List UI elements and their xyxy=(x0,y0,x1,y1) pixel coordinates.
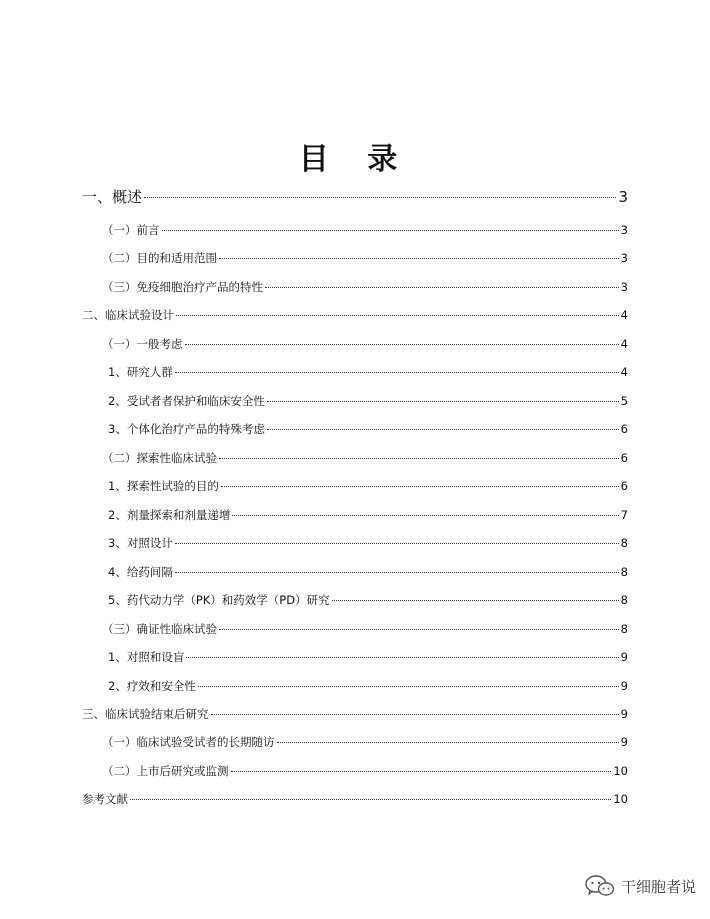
watermark xyxy=(585,875,696,897)
toc-entry-label: 2、疗效和安全性 xyxy=(108,679,196,693)
dot-leader xyxy=(219,458,619,459)
toc-entry-label: 3、个体化治疗产品的特殊考虑 xyxy=(108,422,265,436)
toc-entry[interactable] xyxy=(108,649,628,665)
dot-leader xyxy=(198,686,619,687)
toc-entry-label: （三）免疫细胞治疗产品的特性 xyxy=(102,280,263,294)
toc-entry-page: 3 xyxy=(620,223,628,237)
watermark-text: 干细胞者说 xyxy=(620,877,696,896)
toc-entry-page: 8 xyxy=(620,536,628,550)
dot-leader xyxy=(265,287,619,288)
toc-entry-page: 5 xyxy=(620,394,628,408)
dot-leader xyxy=(130,799,611,800)
toc-entry-page: 9 xyxy=(620,679,628,693)
toc-entry[interactable] xyxy=(82,706,628,722)
toc-entry[interactable] xyxy=(102,450,628,466)
dot-leader xyxy=(144,197,616,198)
toc-entry-label: 三、临床试验结束后研究 xyxy=(82,707,209,721)
dot-leader xyxy=(267,429,619,430)
toc-entry-page: 6 xyxy=(620,451,628,465)
toc-entry[interactable] xyxy=(108,364,628,380)
toc-entry[interactable] xyxy=(108,564,628,580)
toc-entry-page: 7 xyxy=(620,508,628,522)
toc-entry-label: 1、对照和设盲 xyxy=(108,650,185,664)
toc-entry-page: 8 xyxy=(620,593,628,607)
toc-entry-page: 4 xyxy=(620,308,628,322)
toc-entry-label: 1、研究人群 xyxy=(108,365,173,379)
dot-leader xyxy=(332,600,619,601)
toc-entry-label: （一）前言 xyxy=(102,223,160,237)
toc-entry-label: 4、给药间隔 xyxy=(108,565,173,579)
toc-entry[interactable] xyxy=(108,678,628,694)
dot-leader xyxy=(232,515,618,516)
toc-entry-label: （二）上市后研究或监测 xyxy=(102,764,229,778)
toc-entry-label: 2、剂量探索和剂量递增 xyxy=(108,508,231,522)
toc-entry-page: 10 xyxy=(613,764,628,778)
dot-leader xyxy=(231,771,612,772)
toc-entry-label: 5、药代动力学（PK）和药效学（PD）研究 xyxy=(108,593,330,607)
wechat-icon xyxy=(585,875,615,897)
toc-entry-label: （一）临床试验受试者的长期随访 xyxy=(102,735,275,749)
toc-entry[interactable] xyxy=(102,222,628,238)
toc-entry-label: 二、临床试验设计 xyxy=(82,308,174,322)
dot-leader xyxy=(277,742,619,743)
toc-entry[interactable] xyxy=(102,621,628,637)
toc-entry-page: 3 xyxy=(620,280,628,294)
dot-leader xyxy=(176,315,619,316)
toc-entry[interactable] xyxy=(108,592,628,608)
toc-entry[interactable] xyxy=(108,393,628,409)
toc-entry[interactable] xyxy=(108,507,628,523)
toc-entry[interactable] xyxy=(82,187,628,207)
toc-entry-page: 4 xyxy=(620,337,628,351)
toc-entry-page: 8 xyxy=(620,565,628,579)
toc-entry[interactable] xyxy=(102,336,628,352)
toc-entry-page: 3 xyxy=(618,188,628,206)
toc-entry-label: （一）一般考虑 xyxy=(102,337,183,351)
toc-entry[interactable] xyxy=(82,791,628,807)
toc-entry-page: 8 xyxy=(620,622,628,636)
dot-leader xyxy=(211,714,619,715)
dot-leader xyxy=(219,629,619,630)
toc-entry-label: 1、探索性试验的目的 xyxy=(108,479,219,493)
toc-entry[interactable] xyxy=(102,734,628,750)
dot-leader xyxy=(219,258,619,259)
dot-leader xyxy=(185,344,619,345)
toc-entry-label: （二）目的和适用范围 xyxy=(102,251,217,265)
toc-entry-label: （三）确证性临床试验 xyxy=(102,622,217,636)
dot-leader xyxy=(221,486,619,487)
toc-entry[interactable] xyxy=(82,307,628,323)
toc-entry-page: 9 xyxy=(620,707,628,721)
toc-entry[interactable] xyxy=(108,421,628,437)
dot-leader xyxy=(175,372,619,373)
toc-entry-page: 9 xyxy=(620,650,628,664)
toc-entry-label: 参考文献 xyxy=(82,792,128,806)
toc-entry[interactable] xyxy=(108,478,628,494)
toc-entry-label: 一、概述 xyxy=(82,188,143,206)
dot-leader xyxy=(186,657,618,658)
toc-entry-page: 10 xyxy=(613,792,628,806)
toc-entry[interactable] xyxy=(108,535,628,551)
toc-entry[interactable] xyxy=(102,250,628,266)
toc-entry-label: （二）探索性临床试验 xyxy=(102,451,217,465)
dot-leader xyxy=(162,230,619,231)
dot-leader xyxy=(175,572,619,573)
toc-entry-page: 9 xyxy=(620,735,628,749)
toc-entry-label: 3、对照设计 xyxy=(108,536,173,550)
dot-leader xyxy=(175,543,619,544)
toc-entry[interactable] xyxy=(102,279,628,295)
toc-entry-page: 3 xyxy=(620,251,628,265)
toc-title: 目 录 xyxy=(298,142,412,177)
toc-entry-page: 4 xyxy=(620,365,628,379)
toc-entry-page: 6 xyxy=(620,479,628,493)
toc-entry[interactable] xyxy=(102,763,628,779)
toc-entry-label: 2、受试者者保护和临床安全性 xyxy=(108,394,265,408)
dot-leader xyxy=(267,401,619,402)
toc-entry-page: 6 xyxy=(620,422,628,436)
